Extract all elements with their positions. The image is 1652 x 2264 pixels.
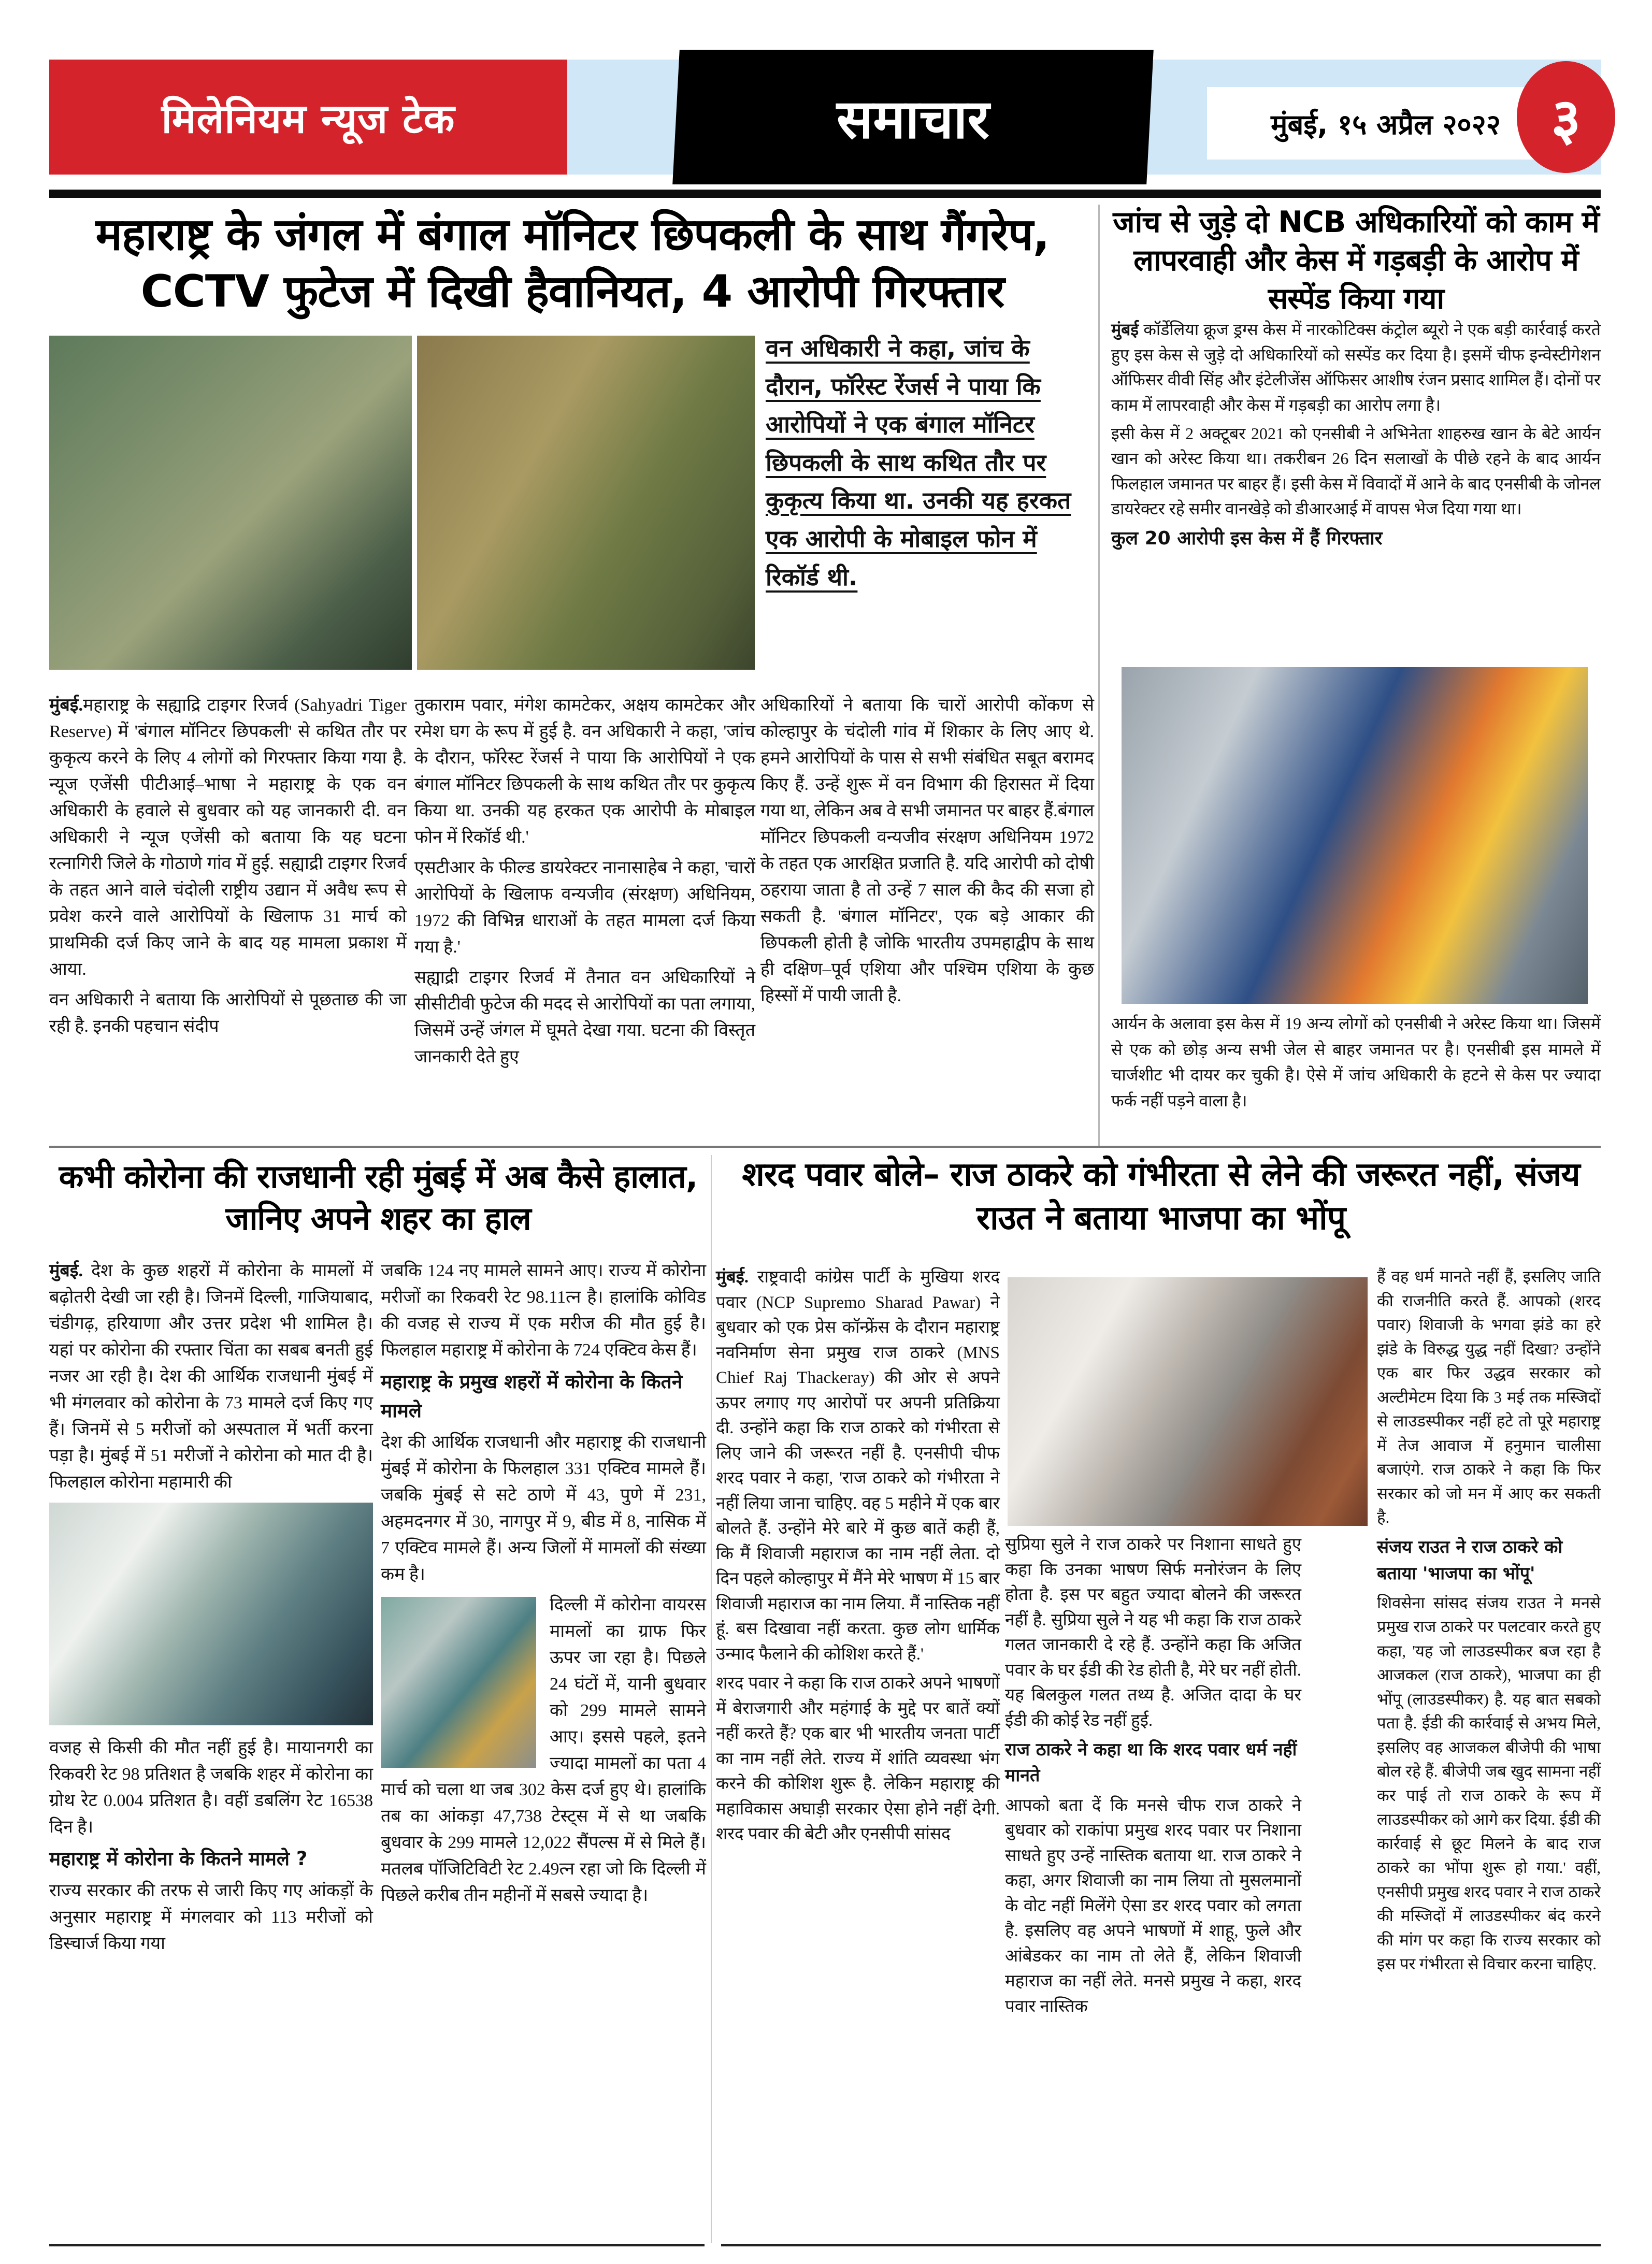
covid-article-column-2	[381, 1258, 706, 1913]
page-number: ३	[1551, 85, 1581, 152]
covid-article-column-1	[49, 1258, 373, 1961]
photo-covid-testing	[49, 1503, 373, 1725]
paragraph: सह्याद्री टाइगर रिजर्व में तैनात वन अधिकारियों ने सीसीटीवी फुटेज की मदद से आरोपियों का पता लगाया, जिसमें उन्हें जंगल में घूमते देखा गया. घटना की विस्तृत जानकारी देते हुए	[414, 968, 755, 1066]
paragraph-with-photo	[381, 1592, 706, 1909]
photo-street-masks	[381, 1597, 536, 1768]
paragraph: इसी केस में 2 अक्टूबर 2021 को एनसीबी ने अभिनेता शाहरुख खान के बेटे आर्यन खान को अरेस्ट किया था। तकरीबन 26 दिन सलाखों के पीछे रहने के बाद आर्यन फिलहाल जमानत पर बाहर हैं। इसी केस में विवादों में आने के बाद एनसीबी के जोनल डायरेक्टर रहे समीर वानखेड़े को डीआरआई में वापस भेज दिया गया था।	[1111, 424, 1601, 518]
ncb-article-subhead: कुल 20 आरोपी इस केस में हैं गिरफ्तार	[1111, 528, 1383, 549]
lizard-article-column-2	[414, 692, 755, 1074]
photo-monitor-lizard	[417, 336, 755, 670]
bottom-rule-left	[49, 2244, 705, 2246]
section-banner	[672, 50, 1154, 184]
header-rule	[49, 190, 1601, 198]
newspaper-logo	[49, 60, 567, 175]
paragraph: राज्य सरकार की तरफ से जारी किए गए आंकड़ों के अनुसार महाराष्ट्र में मंगलवार को 113 मरीजों को डिस्चार्ज किया गया	[49, 1881, 373, 1953]
dateline: मुंबई.	[49, 696, 83, 715]
covid-article-subhead-1: महाराष्ट्र में कोरोना के कितने मामले ?	[49, 1848, 308, 1870]
paragraph: हैं वह धर्म मानते नहीं हैं, इसलिए जाति की राजनीति करते हैं. आपको (शरद पवार) शिवाजी के भगवा झंडे का हरे झंडे के विरुद्ध युद्ध नहीं दिखा? उन्होंने एक बार फिर उद्धव सरकार को अल्टीमेटम दिया कि 3 मई तक मस्जिदों से लाउडस्पीकर नहीं हटे तो पूरे महाराष्ट्र में तेज आवाज में हनुमान चालीसा बजाएंगे. राज ठाकरे ने कहा कि फिर सरकार को जो मन में आए कर सकती है.	[1377, 1267, 1601, 1526]
lizard-article-headline: महाराष्ट्र के जंगल में बंगाल मॉनिटर छिपकली के साथ गैंगरेप, CCTV फुटेज में दिखी हैवानियत, 4 आरोपी गिरफ्तार	[95, 209, 1050, 318]
dateline: मुंबई	[1111, 320, 1139, 339]
section-divider	[49, 1146, 1601, 1148]
photo-sharad-pawar-press	[1008, 1277, 1368, 1526]
ncb-article-headline: जांच से जुड़े दो NCB अधिकारियों को काम में लापरवाही और केस में गड़बड़ी के आरोप में सस्पेंड किया गया	[1113, 205, 1599, 316]
covid-article-headline: कभी कोरोना की राजधानी रही मुंबई में अब कैसे हालात, जानिए अपने शहर का हाल	[59, 1158, 698, 1237]
photo-arrest-group	[49, 336, 412, 670]
pawar-article-subhead-2: संजय राउत ने राज ठाकरे को बताया 'भाजपा का भोंपू'	[1377, 1536, 1563, 1584]
column-divider	[1098, 205, 1100, 1146]
paragraph: तुकाराम पवार, मंगेश कामटेकर, अक्षय कामटेकर और रमेश घग के रूप में हुई है. वन अधिकारी ने कहा, 'जांच के दौरान, फॉरेस्ट रेंजर्स ने पाया कि आरोपियों ने एक बंगाल मॉनिटर छिपकली के साथ कथित तौर पर कुकृत्य किया था. उनकी यह हरकत एक आरोपी के मोबाइल फोन में रिकॉर्ड थी.'	[414, 696, 755, 847]
dateline: मुंबई.	[716, 1268, 749, 1287]
section-title: समाचार	[837, 87, 989, 151]
paragraph: शिवसेना सांसद संजय राउत ने मनसे प्रमुख राज ठाकरे पर पलटवार करते हुए कहा, 'यह जो लाउडस्पीकर बज रहा है आजकल (राज ठाकरे), भाजपा का ही भोंपू (लाउडस्पीकर) है. यह बात सबको पता है. ईडी की कार्रवाई से अभय मिले, इसलिए वह आजकल बीजेपी की भाषा बोल रहे हैं. बीजेपी जब खुद सामना नहीं कर पाई तो राज ठाकरे के रूप में लाउडस्पीकर को आगे कर दिया. ईडी की कार्रवाई से छूट मिलने के बाद राज ठाकरे का भोंपा शुरू हो गया.' वहीं, एनसीपी प्रमुख शरद पवार ने राज ठाकरे की मस्जिदों में लाउडस्पीकर बंद करने की मांग पर कहा कि राज्य सरकार को इस पर गंभीरता से विचार करना चाहिए.	[1377, 1593, 1601, 1973]
covid-article-subhead-2: महाराष्ट्र के प्रमुख शहरों में कोरोना के कितने मामले	[381, 1371, 683, 1422]
paragraph: आपको बता दें कि मनसे चीफ राज ठाकरे ने बुधवार को राकांपा प्रमुख शरद पवार पर निशाना साधते हुए उन्हें नास्तिक बताया था. राज ठाकरे ने कहा, अगर शिवाजी का नाम लिया तो मुसलमानों के वोट नहीं मिलेंगे ऐसा डर शरद पवार को लगता है. इसलिए वह अपने भाषणों में शाहू, फुले और आंबेडकर का नाम तो लेते हैं, लेकिन शिवाजी महाराज का नहीं लेते. मनसे प्रमुख ने कहा, शरद पवार नास्तिक	[1005, 1796, 1301, 2016]
paragraph: मुंबई. देश के कुछ शहरों में कोरोना के मामलों में बढ़ोतरी देखी जा रही है। जिनमें दिल्ली, गाजियाबाद, चंडीगढ़, हरियाणा और उत्तर प्रदेश भी शामिल है। यहां पर कोरोना की रफ्तार चिंता का सबब बनती हुई नजर आ रही है। देश की आर्थिक राजधानी मुंबई में भी मंगलवार को कोरोना के 73 मामले दर्ज किए गए हैं। जिनमें से 5 मरीजों को अस्पताल में भर्ती करना पड़ा है। मुंबई में 51 मरीजों ने कोरोना को मात दी है। फिलहाल कोरोना महामारी की	[49, 1261, 373, 1492]
paragraph: जबकि 124 नए मामले सामने आए। राज्य में कोरोना मरीजों का रिकवरी रेट 98.11त्न है। हालांकि कोविड की वजह से राज्य में एक मरीज की मौत हुई है। फिलहाल महाराष्ट्र में कोरोना के 724 एक्टिव केस हैं।	[381, 1261, 706, 1360]
column-divider	[711, 1155, 712, 2243]
photo-aryan-khan-escort	[1122, 667, 1588, 1004]
paragraph: मुंबई कॉर्डेलिया क्रूज ड्रग्स केस में नारकोटिक्स कंट्रोल ब्यूरो ने एक बड़ी कार्रवाई करते हुए इस केस से जुड़े दो अधिकारियों को सस्पेंड कर दिया है। इसमें चीफ इन्वेस्टीगेशन ऑफिसर वीवी सिंह और इंटेलीजेंस ऑफिसर आशीष रंजन प्रसाद शामिल हैं। दोनों पर काम में लापरवाही और केस में गड़बड़ी का आरोप लगा है।	[1111, 320, 1601, 414]
bottom-rule-right	[721, 2244, 1601, 2246]
paragraph: मुंबई.महाराष्ट्र के सह्याद्रि टाइगर रिजर्व (Sahyadri Tiger Reserve) में 'बंगाल मॉनिटर छिपकली' से कथित तौर पर कुकृत्य करने के लिए 4 लोगों को गिरफ्तार किया गया है. न्यूज एजेंसी पीटीआई–भाषा ने महाराष्ट्र के एक वन अधिकारी के हवाले से बुधवार को यह जानकारी दी. वन अधिकारी ने न्यूज एजेंसी को बताया कि यह घटना रत्नागिरी जिले के गोठाणे गांव में हुई. सह्याद्री टाइगर रिजर्व के तहत आने वाले चंदोली राष्ट्रीय उद्यान में अवैध रूप से प्रवेश करने वाले आरोपियों के खिलाफ 31 मार्च को प्राथमिकी दर्ज किए जाने के बाद यह मामला प्रकाश में आया.	[49, 696, 407, 979]
paragraph: वजह से किसी की मौत नहीं हुई है। मायानगरी का रिकवरी रेट 98 प्रतिशत है जबकि शहर में कोरोना का ग्रोथ रेट 0.004 प्रतिशत है। वहीं डबलिंग रेट 16538 दिन है।	[49, 1738, 373, 1837]
lizard-article-column-3	[760, 692, 1094, 1013]
paragraph: एसटीआर के फील्ड डायरेक्टर नानासाहेब ने कहा, 'चारों आरोपियों के खिलाफ वन्यजीव (संरक्षण) अधिनियम, 1972 की विभिन्न धाराओं के तहत मामला दर्ज किया गया है.'	[414, 858, 755, 957]
pawar-article-column-3	[1377, 1265, 1601, 1981]
paragraph: शरद पवार ने कहा कि राज ठाकरे अपने भाषणों में बेराजगारी और महंगाई के मुद्दे पर बातें क्यों नहीं करते हैं? एक बार भी भारतीय जनता पार्टी का नाम नहीं लेते. राज्य में शांति व्यवस्था भंग करने की कोशिश शुरू है. लेकिन महाराष्ट्र की महाविकास अघाड़ी सरकार ऐसा होने नहीं देगी. शरद पवार की बेटी और एनसीपी सांसद	[716, 1674, 1000, 1843]
brand-title: मिलेनियम न्यूज टेक	[161, 96, 455, 142]
paragraph: दिल्ली में कोरोना वायरस मामलों का ग्राफ फिर ऊपर जा रहा है। पिछले 24 घंटों में, यानी बुधवार को 299 मामले सामने आए। इससे पहले, इतने ज्यादा मामलों का पता 4 मार्च को चला था जब 302 केस दर्ज हुए थे। हालांकि तब का आंकड़ा 47,738 टेस्ट्स में से था जबकि बुधवार के 299 मामले 12,022 सैंपल्स में से मिले हैं। मतलब पॉजिटिविटी रेट 2.49त्न रहा जो कि दिल्ली में पिछले करीब तीन महीनों में सबसे ज्यादा है।	[381, 1595, 706, 1905]
ncb-article-caption: आर्यन के अलावा इस केस में 19 अन्य लोगों को एनसीबी ने अरेस्ट किया था। जिसमें से एक को छोड़ अन्य सभी जेल से बाहर जमानत पर है। एनसीबी इस मामले में चार्जशीट भी दायर कर चुकी है। ऐसे में जांच अधिकारी के हटने से केस पर ज्यादा फर्क नहीं पड़ने वाला है।	[1111, 1014, 1601, 1110]
paragraph: वन अधिकारी ने बताया कि आरोपियों से पूछताछ की जा रही है. इनकी पहचान संदीप	[49, 990, 407, 1036]
pawar-article-subhead-1: राज ठाकरे ने कहा था कि शरद पवार धर्म नहीं मानते	[1005, 1739, 1297, 1786]
edition-date: मुंबई, १५ अप्रैल २०२२	[1271, 108, 1501, 141]
paragraph: सुप्रिया सुले ने राज ठाकरे पर निशाना साधते हुए कहा कि उनका भाषण सिर्फ मनोरंजन के लिए होता है. इस पर बहुत ज्यादा बोलने की जरूरत नहीं है. सुप्रिया सुले ने यह भी कहा कि राज ठाकरे गलत जानकारी दे रहे हैं. उन्होंने कहा कि अजित पवार के घर ईडी की रेड होती है, मेरे घर नहीं होती. यह बिलकुल गलत तथ्य है. अजित दादा के घर ईडी की कोई रेड नहीं हुई.	[1005, 1535, 1301, 1730]
dateline: मुंबई.	[49, 1261, 83, 1280]
pawar-article-headline: शरद पवार बोले– राज ठाकरे को गंभीरता से लेने की जरूरत नहीं, संजय राउत ने बताया भाजपा का भोंपू	[742, 1156, 1580, 1238]
edition-date-box	[1207, 87, 1564, 160]
page-number-badge	[1517, 61, 1615, 173]
lizard-article-intro: वन अधिकारी ने कहा, जांच के दौरान, फॉरेस्ट रेंजर्स ने पाया कि आरोपियों ने एक बंगाल मॉनिटर छिपकली के साथ कथित तौर पर कुकृत्य किया था. उनकी यह हरकत एक आरोपी के मोबाइल फोन में रिकॉर्ड थी.	[766, 334, 1071, 591]
pawar-article-column-1	[716, 1265, 1000, 1851]
pawar-article-column-2	[1005, 1532, 1301, 2023]
ncb-article-body	[1111, 317, 1601, 556]
paragraph: मुंबई. राष्ट्रवादी कांग्रेस पार्टी के मुखिया शरद पवार (NCP Supremo Sharad Pawar) ने बुधवार को एक प्रेस कॉन्फ्रेंस के दौरान महाराष्ट्र नवनिर्माण सेना प्रमुख राज ठाकरे (MNS Chief Raj Thackeray) की ओर से अपने ऊपर लगाए गए आरोपों पर अपनी प्रतिक्रिया दी. उन्होंने कहा कि राज ठाकरे को गंभीरता से लिए जाने की जरूरत नहीं है. एनसीपी चीफ शरद पवार ने कहा, 'राज ठाकरे को गंभीरता ने नहीं लिया जाना चाहिए. वह 5 महीने में एक बार बोलते हैं. उन्होंने मेरे बारे में कुछ बातें कही हैं, कि मैं शिवाजी महाराज का नाम नहीं लेता. दो दिन पहले कोल्हापुर में मैंने मेरे भाषण में 15 बार शिवाजी महाराज का नाम लिया. मैं नास्तिक नहीं हूं. बस दिखावा नहीं करता. कुछ लोग धार्मिक उन्माद फैलाने की कोशिश करते हैं.'	[716, 1268, 1000, 1664]
paragraph: देश की आर्थिक राजधानी और महाराष्ट्र की राजधानी मुंबई में कोरोना के फिलहाल 331 एक्टिव मामले हैं। जबकि मुंबई से सटे ठाणे में 43, पुणे में 231, अहमदनगर में 30, नागपुर में 9, बीड में 8, नासिक में 7 एक्टिव मामले हैं। अन्य जिलों में मामलों की संख्या कम है।	[381, 1433, 706, 1584]
paragraph: अधिकारियों ने बताया कि चारों आरोपी कोंकण से कोल्हापुर के चंदोली गांव में शिकार के लिए आए थे. हमने आरोपियों के पास से सभी संबंधित सबूत बरामद किए हैं. उन्हें शुरू में वन विभाग की हिरासत में दिया गया था, लेकिन अब वे सभी जमानत पर बाहर हैं.बंगाल मॉनिटर छिपकली वन्यजीव संरक्षण अधिनियम 1972 के तहत एक आरक्षित प्रजाति है. यदि आरोपी को दोषी ठहराया जाता है तो उन्हें 7 साल की कैद की सजा हो सकती है. 'बंगाल मॉनिटर', एक बड़े आकार की छिपकली होती है जोकि भारतीय उपमहाद्वीप के साथ ही दक्षिण–पूर्व एशिया और पश्चिम एशिया के कुछ हिस्सों में पायी जाती है.	[760, 696, 1094, 1005]
lizard-article-column-1	[49, 692, 407, 1044]
